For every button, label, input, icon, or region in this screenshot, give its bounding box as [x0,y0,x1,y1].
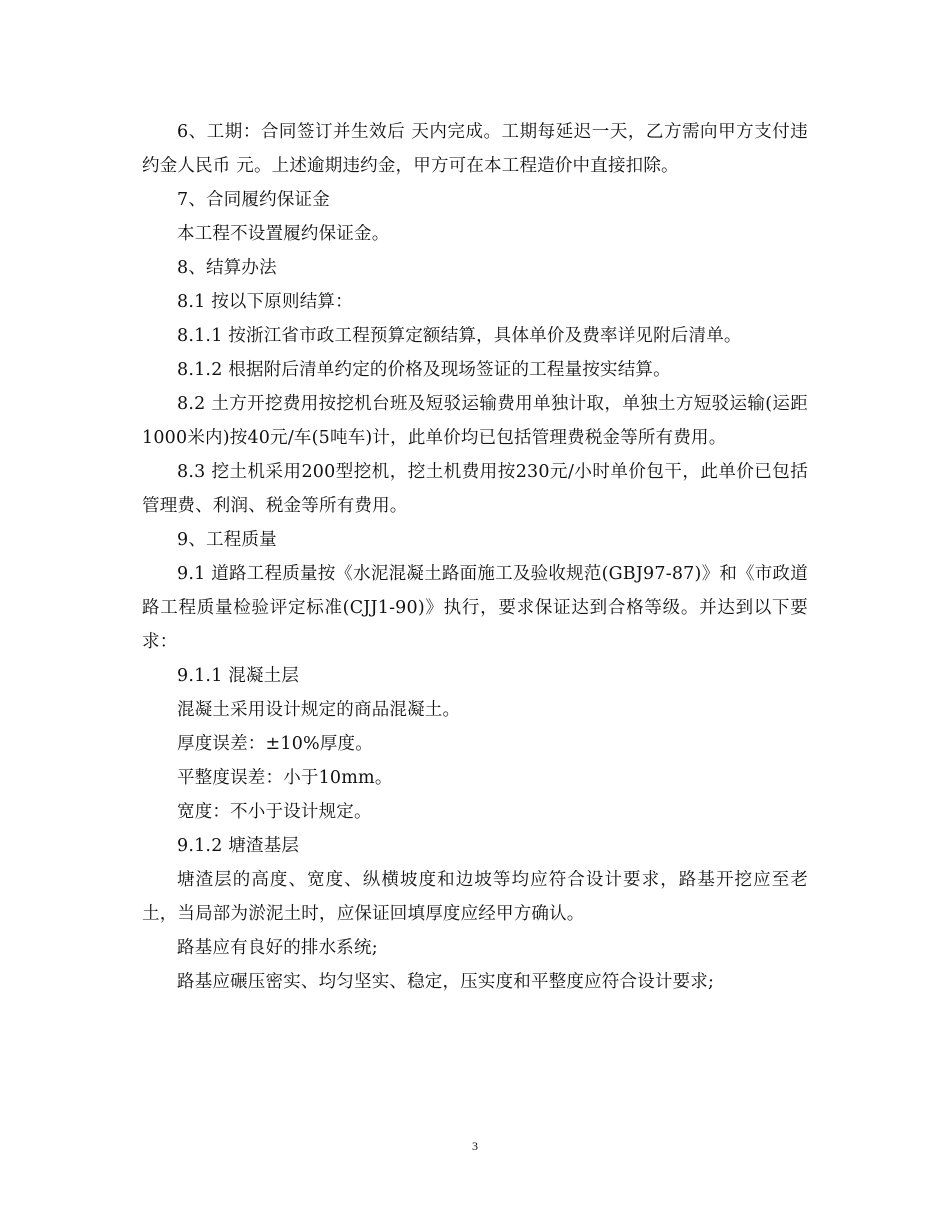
paragraph-earthwork-cost: 8.2 土方开挖费用按挖机台班及短驳运输费用单独计取，单独土方短驳运输(运距1000米内)按40元/车(5吨车)计，此单价均已包括管理费税金等所有费用。 [142,394,808,448]
document-body [142,115,808,999]
heading-gravel-base: 9.1.2 塘渣基层 [177,836,300,856]
page-number: 3 [472,1139,478,1153]
heading-concrete-layer: 9.1.1 混凝土层 [177,666,300,686]
paragraph-drainage: 路基应有良好的排水系统; [177,938,378,958]
paragraph-concrete-spec: 混凝土采用设计规定的商品混凝土。 [177,700,461,720]
paragraph-settlement-principles: 8.1 按以下原则结算： [177,292,353,312]
heading-settlement-method: 8、结算办法 [177,258,277,278]
paragraph-flatness-tolerance: 平整度误差：小于10mm。 [177,768,393,788]
paragraph-no-performance-bond: 本工程不设置履约保证金。 [177,224,390,244]
paragraph-thickness-tolerance: 厚度误差：±10%厚度。 [177,734,373,754]
paragraph-settlement-8-1-2: 8.1.2 根据附后清单约定的价格及现场签证的工程量按实结算。 [177,360,671,380]
paragraph-quality-standards: 9.1 道路工程质量按《水泥混凝土路面施工及验收规范(GBJ97-87)》和《市政道路工程质量检验评定标准(CJJ1-90)》执行，要求保证达到合格等级。并达到以下要求： [142,564,808,652]
paragraph-settlement-8-1-1: 8.1.1 按浙江省市政工程预算定额结算，具体单价及费率详见附后清单。 [177,326,742,346]
paragraph-width-requirement: 宽度：不小于设计规定。 [177,802,372,822]
paragraph-compaction: 路基应碾压密实、均匀坚实、稳定，压实度和平整度应符合设计要求; [177,972,715,992]
paragraph-excavator-cost: 8.3 挖土机采用200型挖机，挖土机费用按230元/小时单价包干，此单价已包括管理费、利润、税金等所有费用。 [142,462,808,516]
paragraph-gravel-requirements: 塘渣层的高度、宽度、纵横坡度和边坡等均应符合设计要求，路基开挖应至老土，当局部为淤泥土时，应保证回填厚度应经甲方确认。 [142,870,808,924]
heading-project-quality: 9、工程质量 [177,530,277,550]
paragraph-construction-period: 6、工期：合同签订并生效后 天内完成。工期每延迟一天，乙方需向甲方支付违约金人民币 元。上述逾期违约金，甲方可在本工程造价中直接扣除。 [142,122,808,176]
heading-performance-bond: 7、合同履约保证金 [177,190,330,210]
